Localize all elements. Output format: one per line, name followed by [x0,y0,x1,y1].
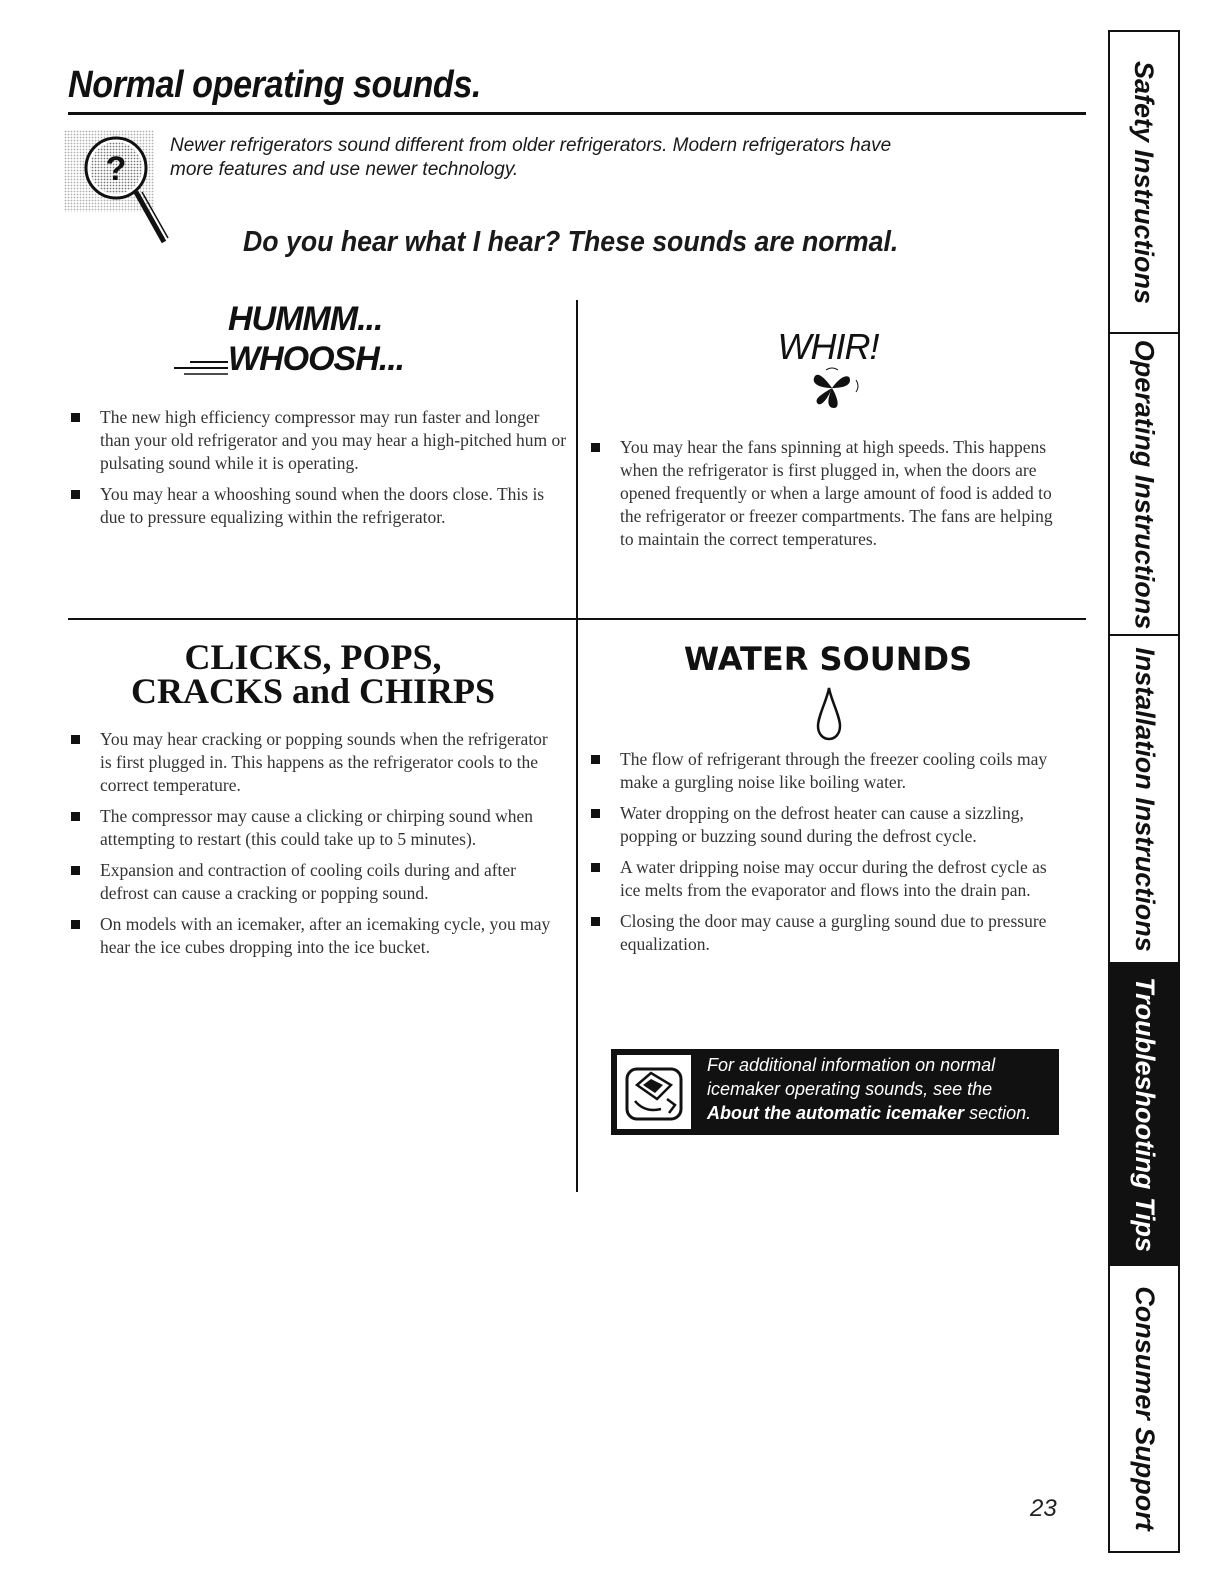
tab-consumer-support[interactable]: Consumer Support [1110,1264,1178,1551]
motion-lines-icon [172,358,228,378]
list-item: The flow of refrigerant through the freezer cooling coils may make a gurgling noise like boiling water. [588,748,1068,794]
list-item: On models with an icemaker, after an icemaking cycle, you may hear the ice cubes dropping into the ice bucket. [68,913,558,959]
fan-icon [806,366,862,412]
icemaker-icon [617,1055,691,1129]
clicks-bullets [68,728,558,967]
tab-operating-instructions[interactable]: Operating Instructions [1110,332,1178,634]
water-bullets [588,748,1068,964]
svg-text:?: ? [105,150,127,188]
tab-installation-instructions[interactable]: Installation Instructions [1110,634,1178,962]
water-title: WATER SOUNDS [683,640,973,678]
clicks-title-line1: CLICKS, POPS, [184,637,442,677]
list-item: Closing the door may cause a gurgling sound due to pressure equalization. [588,910,1068,956]
clicks-title-line2: CRACKS and CHIRPS [130,671,496,711]
list-item: You may hear a whooshing sound when the doors close. This is due to pressure equalizing within the refrigerator. [68,483,568,529]
hum-title: HUMMM... [228,300,383,338]
title-rule [68,112,1086,115]
list-item: The new high efficiency compressor may run faster and longer than your old refrigerator and you may hear a high-pitched hum or pulsating sound while it is operating. [68,406,568,475]
page-number: 23 [1030,1495,1057,1522]
list-item: The compressor may cause a clicking or chirping sound when attempting to restart (this could take up to 5 minutes). [68,805,558,851]
question-magnifier-icon [64,130,182,248]
water-drop-icon [814,686,844,742]
section-subtitle: Do you hear what I hear? These sounds are normal. [243,226,899,258]
column-divider [576,300,578,1192]
icemaker-link[interactable]: About the automatic icemaker [707,1103,965,1123]
info-callout [611,1049,1059,1135]
list-item: You may hear cracking or popping sounds when the refrigerator is first plugged in. This happens as the refrigerator cools to the correct temperature. [68,728,558,797]
whir-title: WHIR! [777,326,879,367]
intro-text: Newer refrigerators sound different from older refrigerators. Modern refrigerators have more features and use newer technology. [170,135,892,180]
whoosh-title: WHOOSH... [228,340,405,378]
whir-bullets [588,436,1068,559]
list-item: You may hear the fans spinning at high speeds. This happens when the refrigerator is first plugged in, when the doors are opened frequently or when a large amount of food is added to the refrigerator or freezer compartments. The fans are helping to maintain the correct temperatures. [588,436,1068,551]
list-item: A water dripping noise may occur during the defrost cycle as ice melts from the evaporator and flows into the drain pan. [588,856,1068,902]
list-item: Water dropping on the defrost heater can cause a sizzling, popping or buzzing sound during the defrost cycle. [588,802,1068,848]
list-item: Expansion and contraction of cooling coils during and after defrost can cause a cracking or popping sound. [68,859,558,905]
side-tabs [1108,30,1180,1553]
tab-safety-instructions[interactable]: Safety Instructions [1129,60,1160,304]
hum-bullets [68,406,568,537]
row-divider [68,618,1086,620]
info-callout-text: For additional information on normal icemaker operating sounds, see the About the automatic icemaker section. [707,1055,1032,1123]
page-title: Normal operating sounds. [68,64,481,106]
tab-troubleshooting-tips[interactable]: Troubleshooting Tips [1110,962,1178,1264]
